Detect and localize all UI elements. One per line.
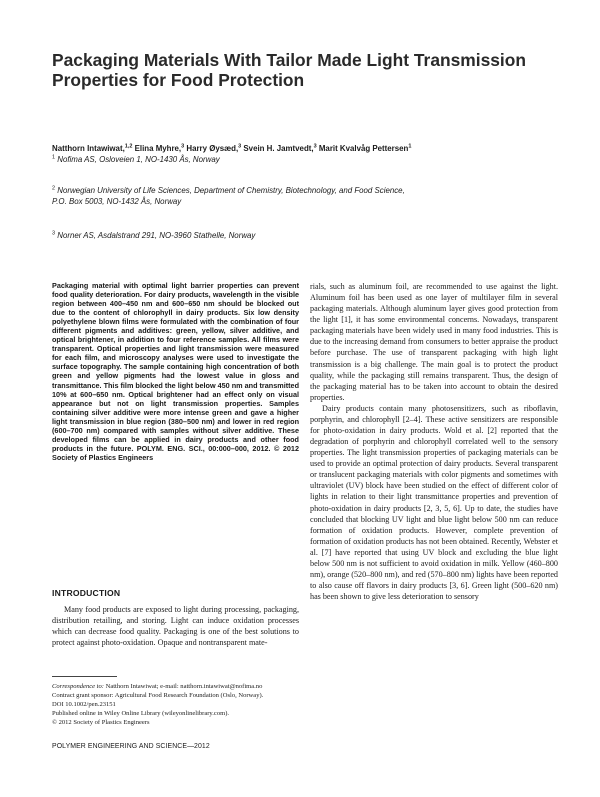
footnote-correspondence: [52, 683, 299, 692]
footnotes: [52, 683, 299, 728]
author-name: Svein H. Jamtvedt,: [243, 144, 314, 153]
author-name: Natthorn Intawiwat,: [52, 144, 125, 153]
affiliation-3: [52, 230, 572, 241]
footnote-published: Published online in Wiley Online Library (wileyonlinelibrary.com).: [52, 709, 230, 717]
author-name: Elina Myhre,: [134, 144, 182, 153]
article-title: Packaging Materials With Tailor Made Light Transmission Properties for Food Protection: [52, 50, 526, 90]
abstract: Packaging material with optimal light barrier properties can prevent food quality deterioration. For dairy products, wavelength in the visible region between 400–450 nm and 600–650 nm should be blocked out due to the content of chlorophyll in dairy products. Six low density polyethylene blown films were formulated with the combination of four different pigments and additives: green, yellow, silver additive, and optical brightener, in addition to four reference samples. All films were transparent. Optical properties and light transmission were measured for each film, and microscopy analyses were used to investigate the surface topography. The sample containing high concentration of both green and yellow pigments had the lowest value in gloss and transmittance. This film blocked the light below 450 nm and transmitted 10% at 600–650 nm. Optical brightener had an effect only on visual appearance but not on light transmission properties. Samples containing silver additive were more intense green and gave a higher light transmission in blue region (380–500 nm) and lower in red region (600–700 nm) compared with samples without silver additive. These developed films can be applied in dairy products and other food products in the future. POLYM. ENG. SCI., 00:000–000, 2012. © 2012 Society of Plastics Engineers: [52, 281, 299, 462]
affiliation-line: P.O. Box 5003, NO-1432 Ås, Norway: [52, 197, 182, 206]
affiliation-line: Norwegian University of Life Sciences, Department of Chemistry, Biotechnology, and Food Science,: [57, 186, 405, 195]
paragraph: rials, such as aluminum foil, are recommended to use against the light. Aluminum foil has been used as one layer of multilayer film in several packaging materials. Although aluminum layer gives good protection from the light [1], it has some environmental concerns. Nowadays, transparent packaging materials have been widely used in many food industries. This is due to the increasing demand from consumers to better appraise the product before purchase. The use of transparent packaging with high light transmission is a big challenge. The main goal is to protect the product quality, while the packaging still remains transparent. Thus, the design of the packaging material has to be taken into account to obtain the desired properties.: [310, 282, 558, 402]
paragraph: Many food products are exposed to light during processing, packaging, distribution retailing, and storing. Light can induce oxidation processes which can decrease food quality. Packaging is one of the best solutions to protect against photo-oxidation. Opaque and nontransparent mate-: [52, 605, 299, 648]
author-affiliation-mark: 1,2: [124, 143, 133, 150]
author-list: [52, 143, 572, 154]
author-affiliation-mark: 3: [238, 143, 242, 150]
author-affiliation-mark: 1: [408, 143, 412, 150]
paragraph: Dairy products contain many photosensitizers, such as riboflavin, porphyrin, and chlorophyll [2–4]. These active sensitizers are responsible for photo-oxidation in dairy products. Wold et al. [2] reported that the degradation of porphyrin and chlorophyll correlated well to the sensory properties. The light transmission properties of packaging materials can be used to provide an optimal protection of dairy products. Several transparent or translucent packaging materials with color pigments and sometimes with ultraviolet (UV) block have been studied on the effect of different color of lights in relation to their light transmittance properties and prevention of photo-oxidation in dairy products [2, 3, 5, 6]. Up to date, the studies have concluded that blocking UV light and blue light below 500 nm can reduce formation of oxidation products. However, complete prevention of formation of oxidation products has not been obtained. Recently, Webster et al. [7] have reported that using UV block and excluding the blue light below 500 nm is not sufficient to avoid oxidation in milk. Yellow (460–800 nm), orange (520–800 nm), and red (570–800 nm) lights have been reported to also cause off flavors in dairy products [3, 6]. Green light (500–620 nm) has been shown to give less deterioration to sensory: [310, 403, 558, 602]
author-name: Marit Kvalvåg Pettersen: [318, 144, 409, 153]
affiliation-mark: 3: [52, 230, 56, 237]
affiliation-1: [52, 154, 572, 165]
affiliation-mark: 1: [52, 154, 56, 161]
section-heading-introduction: INTRODUCTION: [52, 588, 121, 598]
footnote-copyright: © 2012 Society of Plastics Engineers: [52, 718, 150, 726]
right-column-text: [310, 281, 558, 602]
footnote-text: Natthorn Intawiwat; e-mail: natthorn.intawiwat@nofima.no: [103, 683, 263, 690]
affiliation-line: Norner AS, Asdalstrand 291, NO-3960 Stathelle, Norway: [57, 231, 256, 240]
author-affiliation-mark: 3: [181, 143, 185, 150]
footnote-doi: DOI 10.1002/pen.23151: [52, 700, 116, 708]
introduction-text: [52, 604, 299, 648]
author-name: Harry Øysæd,: [186, 144, 239, 153]
footnote-grant: Contract grant sponsor: Agricultural Food Research Foundation (Oslo, Norway).: [52, 691, 264, 699]
footnote-divider: [52, 676, 117, 677]
affiliation-line: Nofima AS, Osloveien 1, NO-1430 Ås, Norway: [57, 155, 220, 164]
author-affiliation-mark: 3: [313, 143, 317, 150]
affiliation-2: [52, 185, 572, 207]
footnote-label: Correspondence to:: [52, 683, 104, 690]
running-footer: POLYMER ENGINEERING AND SCIENCE—2012: [52, 743, 210, 750]
affiliation-mark: 2: [52, 185, 56, 192]
